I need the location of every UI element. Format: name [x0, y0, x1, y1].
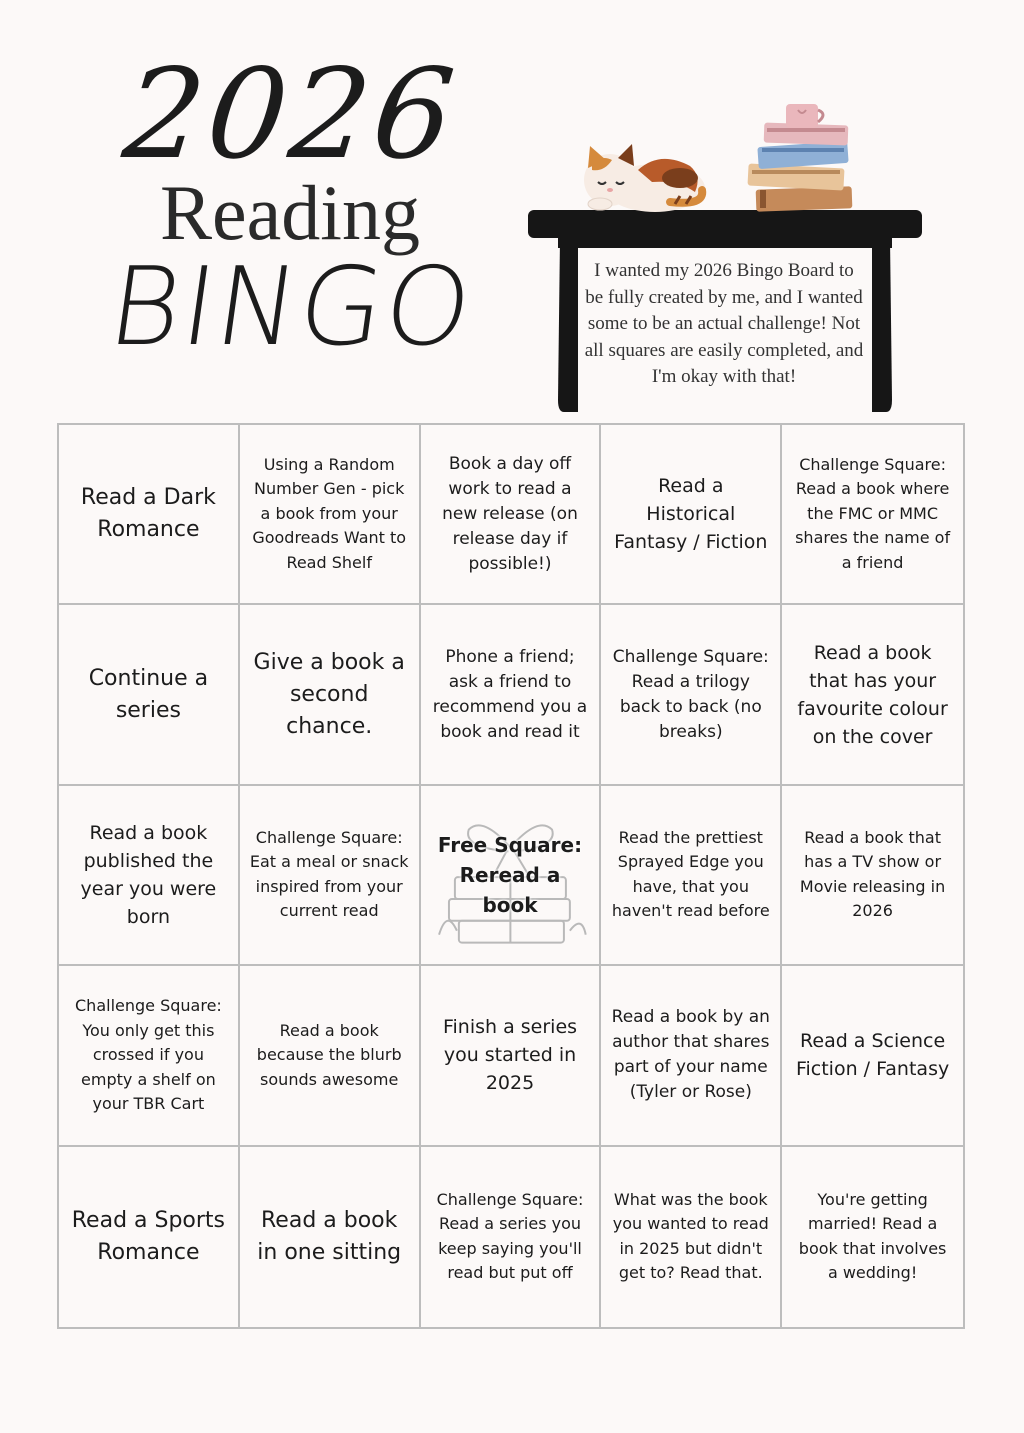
bingo-square-text: Phone a friend; ask a friend to recommend you a book and read it — [432, 646, 588, 742]
bingo-square-text: Using a Random Number Gen - pick a book from your Goodreads Want to Read Shelf — [252, 454, 407, 572]
bingo-square-text: Continue a series — [88, 665, 209, 723]
bingo-square-text: Challenge Square: You only get this crossed if you empty a shelf on your TBR Cart — [75, 996, 222, 1114]
bingo-square-text: Read a book published the year you were born — [80, 821, 217, 928]
bingo-square-text: Read a book by an author that shares part of your name (Tyler or Rose) — [611, 1007, 770, 1103]
bingo-square-text: Challenge Square: Eat a meal or snack inspired from your current read — [249, 827, 409, 921]
title-bingo: BINGO — [101, 245, 481, 370]
bingo-grid — [57, 423, 965, 1329]
bingo-square[interactable] — [601, 425, 782, 605]
bingo-square-text: Challenge Square: Read a series you keep saying you'll read but put off — [436, 1189, 584, 1283]
bingo-square[interactable] — [421, 966, 602, 1146]
bingo-square[interactable] — [782, 966, 963, 1146]
bingo-square-text: Read a book that has your favourite colour on the cover — [797, 641, 948, 748]
bingo-square[interactable] — [240, 605, 421, 785]
bingo-square-text: Read a book that has a TV show or Movie releasing in 2026 — [799, 827, 946, 921]
bingo-square[interactable] — [601, 966, 782, 1146]
bingo-square[interactable] — [421, 1147, 602, 1327]
bingo-square[interactable] — [59, 786, 240, 966]
bingo-square[interactable] — [782, 786, 963, 966]
bingo-square-text: Read the prettiest Sprayed Edge you have, that you haven't read before — [611, 827, 770, 921]
bingo-square-text: Give a book a second chance. — [253, 649, 405, 739]
bingo-square-text: Read a Sports Romance — [71, 1207, 226, 1265]
bingo-square-text: Read a book because the blurb sounds awesome — [256, 1020, 402, 1089]
bingo-square-text: Read a Historical Fantasy / Fiction — [614, 475, 768, 554]
bingo-square[interactable] — [782, 1147, 963, 1327]
bingo-square-text: Read a Dark Romance — [80, 485, 216, 543]
bingo-square-text: Read a book in one sitting — [257, 1207, 402, 1265]
free-square-text: Free Square: Reread a book — [437, 832, 583, 917]
bingo-square-text: Challenge Square: Read a trilogy back to back (no breaks) — [612, 646, 769, 742]
bingo-square-text: What was the book you wanted to read in 2025 but didn't get to? Read that. — [612, 1189, 769, 1283]
bingo-square[interactable] — [240, 1147, 421, 1327]
bingo-square[interactable] — [782, 425, 963, 605]
bingo-square[interactable] — [59, 605, 240, 785]
bingo-square[interactable] — [782, 605, 963, 785]
sleeping-calico-cat-icon — [584, 144, 705, 212]
bingo-square-text: Book a day off work to read a new release (on release day if possible!) — [442, 453, 578, 574]
stacked-books-with-mug-icon — [747, 104, 852, 212]
bingo-square[interactable] — [240, 425, 421, 605]
bingo-square[interactable] — [59, 966, 240, 1146]
title-year: 2026 — [117, 43, 465, 187]
bingo-square-text: Challenge Square: Read a book where the FMC or MMC shares the name of a friend — [795, 454, 951, 572]
bingo-square[interactable] — [601, 605, 782, 785]
bingo-square[interactable] — [240, 966, 421, 1146]
bingo-square[interactable] — [421, 605, 602, 785]
black-side-table-icon — [528, 210, 922, 238]
bingo-square[interactable] — [601, 786, 782, 966]
bingo-square[interactable] — [59, 1147, 240, 1327]
bingo-square[interactable] — [601, 1147, 782, 1327]
bingo-square-text: Finish a series you started in 2025 — [442, 1016, 578, 1095]
bingo-square[interactable] — [59, 425, 240, 605]
intro-note: I wanted my 2026 Bingo Board to be fully created by me, and I wanted some to be an actual challenge! Not all squares are easily completed, and I'm okay with that! — [584, 260, 864, 388]
bingo-square[interactable] — [421, 425, 602, 605]
bingo-square-text: Read a Science Fiction / Fantasy — [795, 1030, 950, 1081]
bingo-square-text: You're getting married! Read a book that involves a wedding! — [798, 1189, 947, 1283]
bingo-square[interactable] — [240, 786, 421, 966]
title-reading: Reading — [160, 169, 420, 256]
free-square[interactable] — [421, 786, 602, 966]
